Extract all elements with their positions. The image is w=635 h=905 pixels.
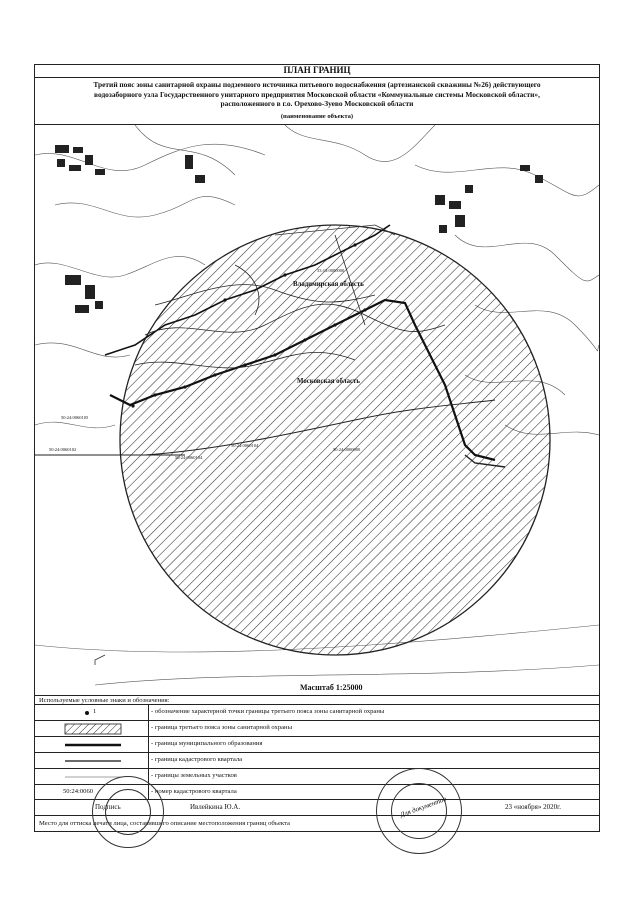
plan-title: ПЛАН ГРАНИЦ [34, 64, 600, 78]
legend-text-point: - обозначение характерной точки границы третьего пояса зоны санитарной охраны [151, 708, 385, 715]
description-line-1: Третий пояс зоны санитарной охраны подземного источника питьевого водоснабжения (артезианской скважины №26) действующего [93, 80, 541, 89]
seal-stamp-left-inner [105, 789, 151, 835]
vladimir-region-label: Владимирская область [293, 281, 364, 288]
cadastral-label-2: 50:24:0060102 [49, 447, 77, 452]
stamp-place-text: Место для оттиска печати лица, составившего описание местоположения границ объекта [39, 820, 290, 827]
map-scale: Масштаб 1:25000 [300, 683, 363, 692]
legend-symbol-hatch [35, 721, 149, 736]
cadastral-label-1: 50:24:0060105 [61, 415, 89, 420]
cadastral-label-6: 50:24:0000000 [333, 447, 361, 452]
object-caption: (наименование объекта) [280, 113, 354, 120]
map-area [35, 124, 599, 695]
legend-text-cadastral-quarter: - граница кадастрового квартала [151, 756, 243, 763]
legend-row-hatch [35, 721, 599, 737]
legend-symbol-thick-line [35, 737, 149, 752]
signature-name: Ивлейкина Ю.А. [190, 803, 241, 811]
legend-text-quarter-number: - номер кадастрового квартала [151, 788, 237, 795]
seal-stamp-right [376, 768, 462, 854]
map-drawing [35, 125, 599, 695]
legend-symbol-point [35, 705, 149, 720]
legend-symbol-thin-line [35, 753, 149, 768]
legend-text-municipal: - граница муниципального образования [151, 740, 263, 747]
description-line-3: расположенного в г.о. Орехово-Зуево Московской области [220, 99, 414, 109]
cadastral-label-3: 50:24:0060104 [175, 455, 203, 460]
sanitary-zone-circle [120, 225, 550, 655]
seal-stamp-right-text: Для документов [399, 794, 448, 820]
signature-label: Подпись [95, 803, 121, 811]
signature-date: 23 «ноября» 2020г. [505, 803, 561, 811]
cadastral-label-5: 33:13:0000000 [317, 268, 345, 273]
legend-row-cadastral-quarter [35, 753, 599, 769]
legend-row-municipal [35, 737, 599, 753]
seal-stamp-left [92, 776, 164, 848]
legend-row-point [35, 705, 599, 721]
legend-point-number: 1 [93, 708, 97, 715]
legend-heading: Используемые условные знаки и обозначения: [35, 695, 599, 705]
description-line-2: водозаборного узла Государственного унитарного предприятия Московской области «Коммунальные системы Московской области», [94, 89, 540, 99]
moscow-region-label: Московская область [297, 378, 360, 385]
legend-code-sample: 50:24:0060 [63, 788, 94, 795]
object-description [40, 80, 594, 109]
parcel-line-2 [95, 655, 105, 665]
cadastral-label-4: 50:24:0060104 [231, 443, 259, 448]
legend-text-hatch: - граница третьего пояса зоны санитарной охраны [151, 724, 292, 731]
legend-text-land-plots: - границы земельных участков [151, 772, 237, 779]
